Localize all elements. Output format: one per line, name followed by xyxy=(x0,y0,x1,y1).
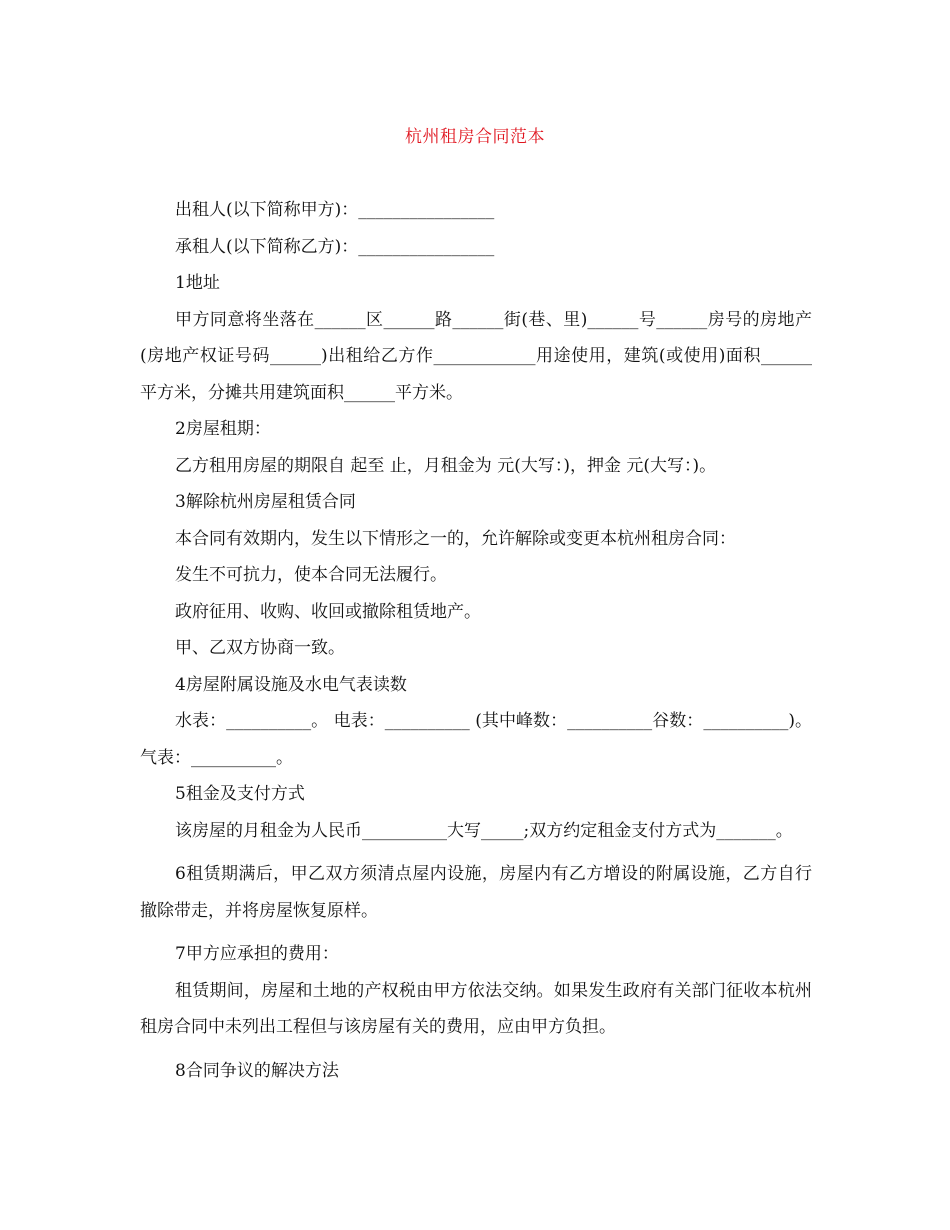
section-2-heading: 2房屋租期： xyxy=(175,419,271,439)
termination-item: 发生不可抗力，使本合同无法履行。 xyxy=(175,565,447,585)
landlord-fees-paragraph: 租赁期间，房屋和土地的产权税由甲方依法交纳。如果发生政府有关部门征收本杭州租房合同中未列出工程但与该房屋有关的费用，应由甲方负担。 xyxy=(140,980,812,1037)
lease-term-paragraph: 乙方租用房屋的期限自 起至 止，月租金为 元(大写：)，押金 元(大写：)。 xyxy=(175,455,717,476)
lessor-line: 出租人(以下简称甲方)：________________ xyxy=(175,200,495,220)
termination-intro: 本合同有效期内，发生以下情形之一的，允许解除或变更本杭州租房合同： xyxy=(175,528,736,549)
section-6-paragraph: 6租赁期满后，甲乙双方须清点屋内设施，房屋内有乙方增设的附属设施，乙方自行撤除带走，并将房屋恢复原样。 xyxy=(140,864,812,921)
termination-item: 政府征用、收购、收回或撤除租赁地产。 xyxy=(175,601,481,622)
meter-readings-paragraph: 水表：__________。 电表：__________ (其中峰数：__________谷数：__________)。气表：__________。 xyxy=(140,711,812,768)
section-5-heading: 5租金及支付方式 xyxy=(175,784,305,804)
termination-item: 甲、乙双方协商一致。 xyxy=(175,638,345,658)
rent-payment-paragraph: 该房屋的月租金为人民币__________大写_____;双方约定租金支付方式为_______。 xyxy=(175,820,793,841)
section-3-heading: 3解除杭州房屋租赁合同 xyxy=(175,492,356,512)
section-4-heading: 4房屋附属设施及水电气表读数 xyxy=(175,674,407,695)
section-8-heading: 8合同争议的解决方法 xyxy=(175,1060,339,1081)
lessee-line: 承租人(以下简称乙方)：________________ xyxy=(175,236,495,257)
section-1-heading: 1地址 xyxy=(175,273,220,293)
address-paragraph: 甲方同意将坐落在______区______路______街(巷、里)______号______房号的房地产(房地产权证号码______)出租给乙方作____________用途使用，建筑(或使用)面积______平方米，分摊共用建筑面积______平方米。 xyxy=(140,309,812,403)
section-7-heading: 7甲方应承担的费用： xyxy=(175,944,339,964)
document-body xyxy=(140,192,812,1089)
document-title: 杭州租房合同范本 xyxy=(405,127,545,147)
